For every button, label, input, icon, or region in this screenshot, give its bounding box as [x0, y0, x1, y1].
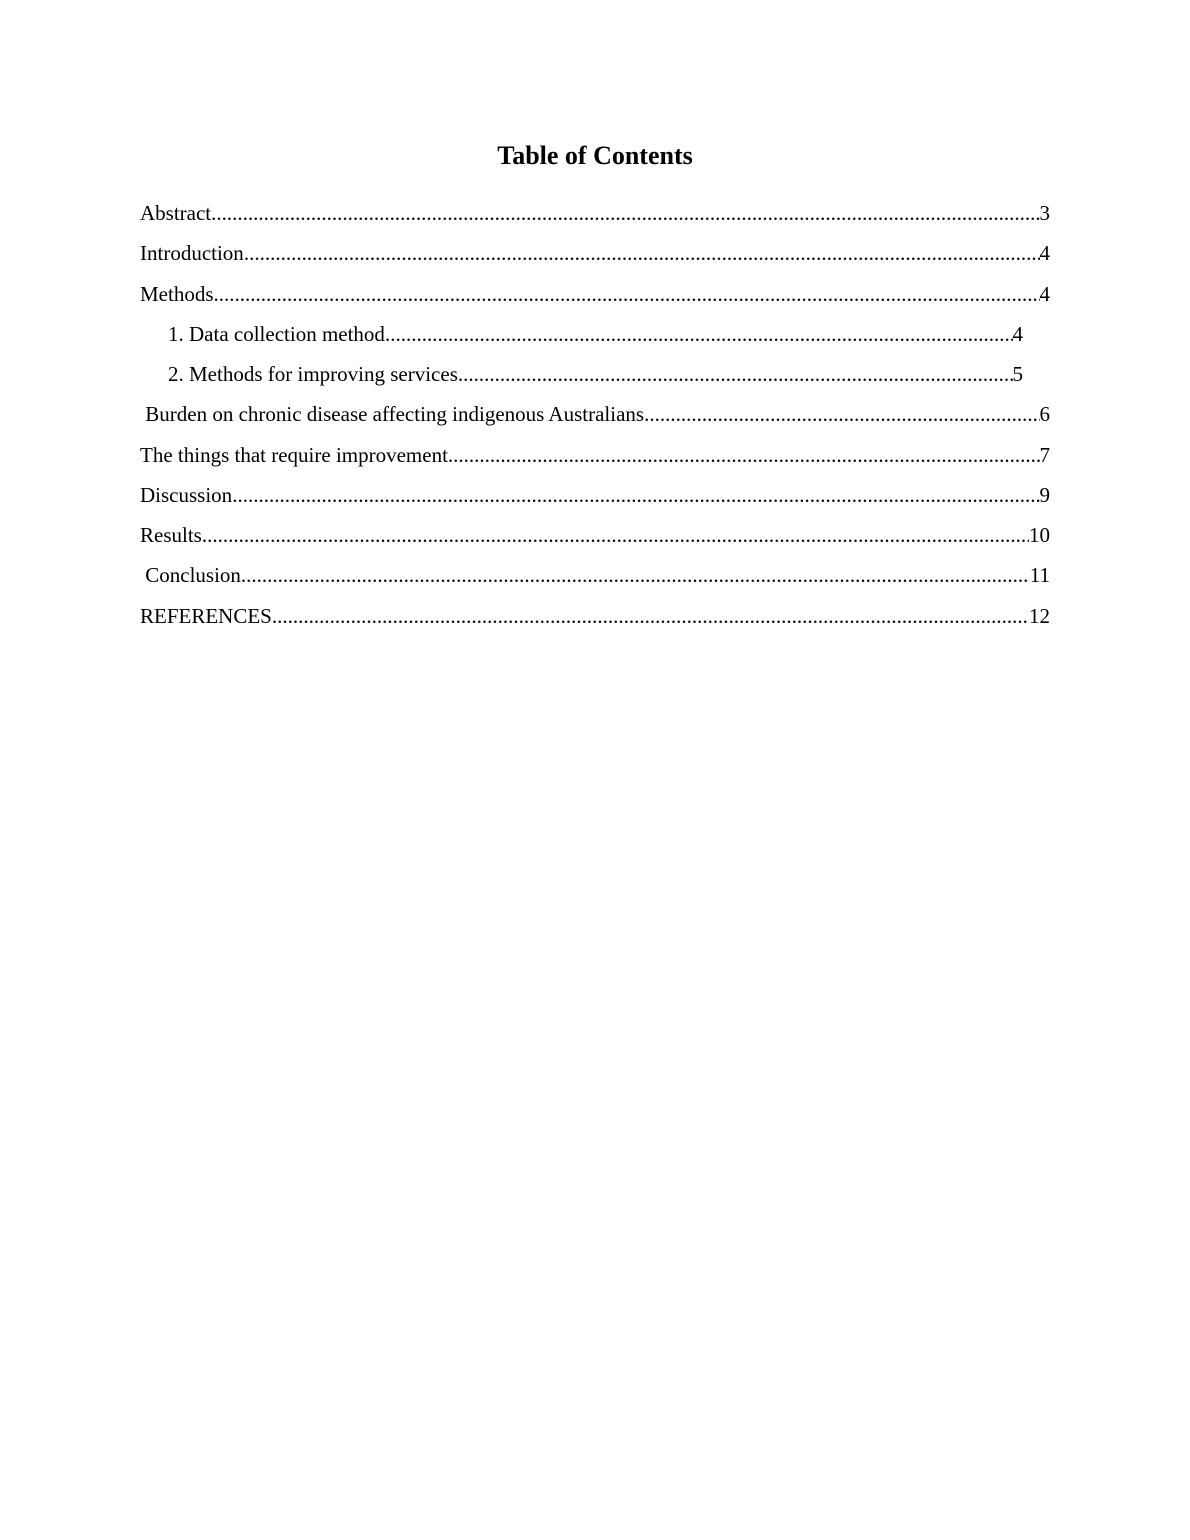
toc-entry-page: 4 [1039, 241, 1050, 265]
toc-entry-label: Methods [140, 282, 214, 306]
toc-entry-label: Conclusion [140, 563, 241, 587]
dot-leader [232, 481, 1039, 509]
toc-entry-burden-chronic-disease[interactable] [140, 400, 1050, 428]
dot-leader [448, 441, 1040, 469]
toc-entry-discussion[interactable] [140, 481, 1050, 509]
dot-leader [241, 561, 1030, 589]
toc-entry-page: 7 [1039, 443, 1050, 467]
toc-entry-label: REFERENCES [140, 604, 272, 628]
toc-entry-data-collection-method[interactable] [168, 320, 1023, 348]
toc-entry-label: Discussion [140, 483, 233, 507]
dot-leader [385, 320, 1013, 348]
toc-entry-label: 2. Methods for improving services [168, 362, 458, 386]
dot-leader [244, 239, 1040, 267]
toc-entry-results[interactable] [140, 521, 1050, 549]
toc-entry-page: 9 [1039, 483, 1050, 507]
toc-entry-page: 11 [1029, 563, 1050, 587]
toc-entry-things-require-improvement[interactable] [140, 441, 1050, 469]
dot-leader [272, 602, 1029, 630]
dot-leader [644, 400, 1039, 428]
toc-title: Table of Contents [497, 141, 693, 170]
toc-entry-page: 4 [1039, 282, 1050, 306]
toc-entry-label: Abstract [140, 201, 212, 225]
dot-leader [202, 521, 1029, 549]
dot-leader [211, 199, 1039, 227]
toc-entry-label: Burden on chronic disease affecting indigenous Australians [140, 402, 645, 426]
toc-entry-page: 6 [1039, 402, 1050, 426]
toc-entry-label: 1. Data collection method [168, 322, 385, 346]
toc-entry-page: 12 [1029, 604, 1050, 628]
dot-leader [214, 280, 1040, 308]
toc-entry-label: Results [140, 523, 202, 547]
toc-entry-page: 3 [1039, 201, 1050, 225]
toc-entry-page: 10 [1029, 523, 1050, 547]
toc-entry-methods-improving-services[interactable] [168, 360, 1023, 388]
toc-entry-introduction[interactable] [140, 239, 1050, 267]
toc-list [0, 0, 1190, 700]
toc-entry-label: Introduction [140, 241, 244, 265]
toc-entry-label: The things that require improvement [140, 443, 448, 467]
toc-entry-abstract[interactable] [140, 199, 1050, 227]
toc-entry-methods[interactable] [140, 280, 1050, 308]
toc-entry-page: 4 [1012, 322, 1023, 346]
toc-entry-references[interactable] [140, 602, 1050, 630]
dot-leader [458, 360, 1013, 388]
toc-entry-page: 5 [1012, 362, 1023, 386]
toc-entry-conclusion[interactable] [140, 561, 1050, 589]
